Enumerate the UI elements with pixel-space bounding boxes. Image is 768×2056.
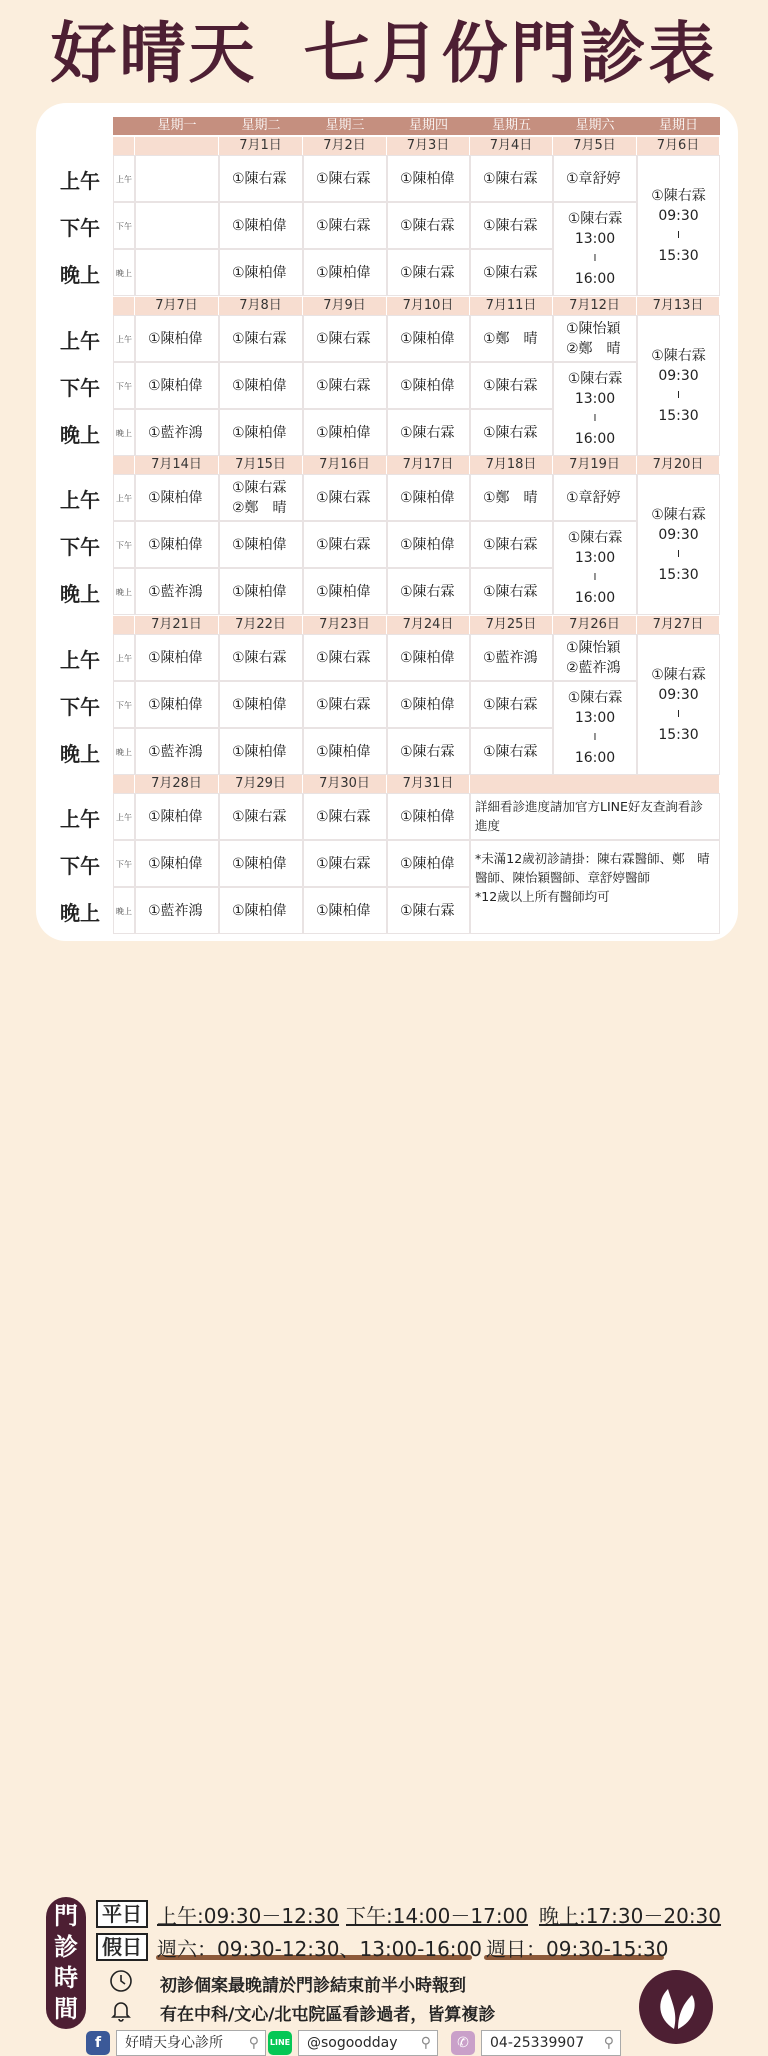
weekday-header: 星期四 [387,117,470,135]
schedule-cell: ①陳柏偉 [135,315,219,362]
slot-label-morning: 上午 [113,155,135,202]
saturday-pm-line: I [593,732,597,743]
schedule-cell: ①陳柏偉 [303,409,387,456]
date-cell: 7月1日 [219,137,303,155]
clinic-hours-vertical-label [46,1897,86,2029]
row-label-morning: 上午 [60,488,100,512]
row-label-afternoon: 下午 [60,695,100,719]
magnifier-icon: ⚲ [420,2035,431,2051]
row-label-evening: 晚上 [60,901,100,925]
schedule-cell: ①陳柏偉 [387,521,470,568]
schedule-cell: ①陳右霖 [387,728,470,775]
date-row-spacer [113,137,135,155]
saturday-pm-cell [553,681,637,775]
schedule-cell: ①陳柏偉 [135,474,219,521]
date-cell: 7月18日 [470,456,553,474]
weekday-afternoon-hours: 下午:14:00－17:00 [346,1904,529,1928]
phone-search-box[interactable] [481,2030,621,2056]
schedule-cell: ①陳右霖 [387,202,470,249]
schedule-cell: ①陳右霖 [303,202,387,249]
row-label-evening: 晚上 [60,742,100,766]
clock-icon [109,1969,133,1993]
slot-label-evening: 晚上 [113,409,135,456]
saturday-hours: 週六：09:30-12:30、13:00-16:00 [157,1937,482,1961]
schedule-cell: ①鄭 晴 [470,315,553,362]
schedule-cell: ①陳右霖 [470,249,553,296]
slot-label-afternoon: 下午 [113,521,135,568]
schedule-cell: ①陳柏偉 [219,681,303,728]
vertical-char: 診 [54,1933,78,1961]
date-cell: 7月6日 [637,137,720,155]
schedule-cell [135,155,219,202]
holiday-label-box: 假日 [96,1933,148,1961]
clinic-hours-section [0,945,768,2051]
date-cell: 7月5日 [553,137,637,155]
saturday-pm-line: ①陳右霖 [567,690,623,706]
sunday-line: 15:30 [658,726,699,743]
slot-label-afternoon: 下午 [113,681,135,728]
schedule-cell: ①陳右霖 [470,521,553,568]
sunday-line: ①陳右霖 [651,506,706,523]
date-row-spacer [113,775,135,793]
schedule-cell: ①陳柏偉 [219,728,303,775]
schedule-cell: ①陳右霖 [303,681,387,728]
slot-label-evening: 晚上 [113,887,135,934]
line-query-note: 詳細看診進度請加官方LINE好友查詢看診進度 [470,793,720,840]
schedule-cell: ①陳柏偉 [135,840,219,887]
date-cell: 7月27日 [637,616,720,634]
row-label-afternoon: 下午 [60,854,100,878]
saturday-pm-line: I [593,572,597,583]
schedule-cell: ①陳柏偉 [387,474,470,521]
saturday-morning-cell: ①陳怡穎 ②藍祚鴻 [553,634,637,681]
schedule-cell: ①藍祚鴻 [135,887,219,934]
leaf-logo-icon [638,1969,714,2045]
sunday-line: 09:30 [658,686,699,703]
schedule-cell: ①藍祚鴻 [135,728,219,775]
saturday-pm-line: 13:00 [574,391,616,407]
schedule-cell: ①陳柏偉 [219,521,303,568]
schedule-cell: ①陳右霖 [219,793,303,840]
schedule-cell: ①陳柏偉 [303,249,387,296]
magnifier-icon: ⚲ [248,2035,259,2051]
sunday-line: 15:30 [658,566,699,583]
date-row-spacer [113,616,135,634]
clinic-schedule-table [0,0,768,950]
bell-icon [109,1998,133,2022]
date-cell: 7月13日 [637,297,720,315]
date-cell: 7月19日 [553,456,637,474]
date-cell: 7月21日 [135,616,219,634]
schedule-cell: ①藍祚鴻 [135,409,219,456]
slot-label-afternoon: 下午 [113,362,135,409]
date-row-spacer [113,297,135,315]
schedule-cell: ①陳右霖 [303,315,387,362]
sunday-line: I [677,229,680,241]
schedule-cell: ①陳柏偉 [219,568,303,615]
date-cell: 7月29日 [219,775,303,793]
date-cell: 7月23日 [303,616,387,634]
row-label-afternoon: 下午 [60,535,100,559]
month-title: 七月份門診表 [303,15,718,92]
sunday-line: I [677,708,680,720]
saturday-pm-cell [553,521,637,615]
slot-label-morning: 上午 [113,634,135,681]
sunday-cell [637,474,720,615]
slot-label-morning: 上午 [113,315,135,362]
vertical-char: 時 [54,1964,78,1992]
line-search-box[interactable] [298,2030,438,2056]
weekday-header: 星期二 [219,117,303,135]
saturday-pm-line: 16:00 [574,590,616,606]
sunday-line: 09:30 [658,367,699,384]
weekday-header: 星期三 [303,117,387,135]
vertical-char: 門 [54,1902,78,1930]
saturday-pm-line: I [593,253,597,264]
schedule-cell: ①藍祚鴻 [135,568,219,615]
row-label-morning: 上午 [60,648,100,672]
schedule-cell: ①陳右霖 [470,409,553,456]
saturday-pm-line: 13:00 [574,710,616,726]
schedule-cell: ①陳右霖 [303,474,387,521]
weekday-evening-hours: 晚上:17:30－20:30 [539,1904,722,1928]
schedule-cell: ①陳右霖 [303,793,387,840]
phone-icon[interactable]: ✆ [451,2031,475,2055]
schedule-cell: ①陳右霖 [470,362,553,409]
sunday-cell [637,634,720,775]
date-cell: 7月11日 [470,297,553,315]
date-cell: 7月24日 [387,616,470,634]
slot-label-morning: 上午 [113,793,135,840]
sunday-line: 15:30 [658,247,699,264]
date-cell: 7月4日 [470,137,553,155]
schedule-cell: ①陳右霖 [219,634,303,681]
saturday-morning-cell: ①章舒婷 [553,474,637,521]
date-cell: 7月16日 [303,456,387,474]
magnifier-icon: ⚲ [603,2035,614,2051]
saturday-pm-line: 16:00 [574,750,616,766]
schedule-cell: ①鄭 晴 [470,474,553,521]
schedule-cell: ①陳柏偉 [387,793,470,840]
schedule-cell: ①陳柏偉 [387,634,470,681]
schedule-cell: ①陳柏偉 [135,793,219,840]
date-cell: 7月20日 [637,456,720,474]
brand-name: 好晴天 [50,15,258,92]
sunday-line: ①陳右霖 [651,666,706,683]
date-cell: 7月26日 [553,616,637,634]
weekday-label-box: 平日 [96,1900,148,1928]
schedule-cell: ①陳右霖 [303,521,387,568]
schedule-cell: ①陳柏偉 [135,362,219,409]
slot-label-morning: 上午 [113,474,135,521]
saturday-morning-cell: ①章舒婷 [553,155,637,202]
saturday-pm-line: ①陳右霖 [567,371,623,387]
schedule-cell: ①陳柏偉 [135,634,219,681]
schedule-cell: ①陳柏偉 [219,840,303,887]
weekday-header: 星期六 [553,117,637,135]
sunday-cell [637,315,720,456]
slot-label-evening: 晚上 [113,728,135,775]
saturday-pm-line: 13:00 [574,231,616,247]
saturday-pm-line: ①陳右霖 [567,530,623,546]
phone-number: 04-25339907 [490,2035,585,2051]
schedule-cell: ①陳右霖 [470,728,553,775]
schedule-cell: ①陳柏偉 [219,362,303,409]
schedule-cell: ①陳右霖 [303,362,387,409]
date-cell [135,137,219,155]
first-visit-notice: 初診個案最晚請於門診結束前半小時報到 [160,1976,466,1996]
sunday-line: ①陳右霖 [651,347,706,364]
schedule-cell: ①陳柏偉 [219,409,303,456]
schedule-cell: ①陳柏偉 [219,202,303,249]
saturday-pm-line: 16:00 [574,431,616,447]
schedule-cell: ①陳右霖 [470,681,553,728]
sunday-line: I [677,548,680,560]
schedule-cell: ①陳右霖 ②鄭 晴 [219,474,303,521]
schedule-cell: ①陳右霖 [387,249,470,296]
row-label-afternoon: 下午 [60,216,100,240]
schedule-cell: ①陳右霖 [219,155,303,202]
saturday-pm-cell [553,362,637,456]
row-label-evening: 晚上 [60,423,100,447]
row-label-evening: 晚上 [60,582,100,606]
date-row-blank [470,775,720,793]
sunday-line: 09:30 [658,207,699,224]
date-cell: 7月28日 [135,775,219,793]
schedule-cell: ①藍祚鴻 [470,634,553,681]
schedule-cell [135,249,219,296]
date-cell: 7月25日 [470,616,553,634]
slot-label-evening: 晚上 [113,568,135,615]
weekday-morning-hours: 上午:09:30－12:30 [157,1904,340,1928]
schedule-cell: ①陳柏偉 [135,681,219,728]
date-cell: 7月22日 [219,616,303,634]
saturday-pm-line: 13:00 [574,550,616,566]
sunday-line: 15:30 [658,407,699,424]
schedule-cell: ①陳柏偉 [219,887,303,934]
vertical-char: 間 [54,1995,78,2023]
facebook-search-box[interactable] [116,2030,266,2056]
schedule-cell: ①陳右霖 [470,155,553,202]
date-row-spacer [113,456,135,474]
row-label-evening: 晚上 [60,263,100,287]
row-label-morning: 上午 [60,169,100,193]
schedule-cell: ①陳右霖 [219,315,303,362]
row-label-afternoon: 下午 [60,376,100,400]
schedule-cell: ①陳柏偉 [303,887,387,934]
schedule-cell: ①陳柏偉 [303,568,387,615]
schedule-cell: ①陳柏偉 [387,315,470,362]
sunday-cell [637,155,720,296]
saturday-pm-line: I [593,413,597,424]
return-visit-notice: 有在中科/文心/北屯院區看診過者，皆算複診 [160,2005,496,2025]
saturday-pm-line: ①陳右霖 [567,211,623,227]
schedule-cell: ①陳右霖 [387,409,470,456]
schedule-cell: ①陳柏偉 [387,840,470,887]
row-label-morning: 上午 [60,807,100,831]
slot-label-evening: 晚上 [113,249,135,296]
date-cell: 7月14日 [135,456,219,474]
schedule-cell: ①陳右霖 [470,568,553,615]
date-cell: 7月30日 [303,775,387,793]
line-icon[interactable]: LINE [268,2031,292,2055]
schedule-cell: ①陳柏偉 [387,155,470,202]
schedule-cell: ①陳柏偉 [387,362,470,409]
schedule-cell: ①陳柏偉 [219,249,303,296]
weekday-header: 星期五 [470,117,553,135]
schedule-cell: ①陳右霖 [303,634,387,681]
schedule-cell: ①陳右霖 [303,840,387,887]
date-cell: 7月3日 [387,137,470,155]
weekday-header: 星期一 [135,117,219,135]
sunday-line: I [677,389,680,401]
schedule-cell: ①陳柏偉 [387,681,470,728]
date-cell: 7月17日 [387,456,470,474]
facebook-icon[interactable]: f [86,2031,110,2055]
schedule-cell: ①陳柏偉 [135,521,219,568]
saturday-pm-line: 16:00 [574,271,616,287]
row-label-morning: 上午 [60,329,100,353]
sunday-hours: 週日：09:30-15:30 [486,1937,669,1961]
first-visit-note: *未滿12歲初診請掛：陳右霖醫師、鄭 晴醫師、陳怡穎醫師、章舒婷醫師 *12歲以上所有醫師均可 [470,840,720,934]
slot-label-afternoon: 下午 [113,840,135,887]
line-id: @sogoodday [307,2035,398,2051]
date-cell: 7月31日 [387,775,470,793]
saturday-pm-cell [553,202,637,296]
date-cell: 7月15日 [219,456,303,474]
schedule-cell [135,202,219,249]
date-cell: 7月12日 [553,297,637,315]
date-cell: 7月2日 [303,137,387,155]
date-cell: 7月10日 [387,297,470,315]
weekday-header: 星期日 [637,117,720,135]
schedule-cell: ①陳右霖 [303,155,387,202]
facebook-name: 好晴天身心診所 [125,2035,223,2051]
date-cell: 7月8日 [219,297,303,315]
schedule-cell: ①陳右霖 [387,887,470,934]
sunday-line: 09:30 [658,526,699,543]
saturday-morning-cell: ①陳怡穎 ②鄭 晴 [553,315,637,362]
date-cell: 7月9日 [303,297,387,315]
schedule-cell: ①陳右霖 [470,202,553,249]
header-spacer [113,117,135,135]
date-cell: 7月7日 [135,297,219,315]
schedule-cell: ①陳柏偉 [303,728,387,775]
slot-label-afternoon: 下午 [113,202,135,249]
sunday-line: ①陳右霖 [651,187,706,204]
schedule-cell: ①陳右霖 [387,568,470,615]
